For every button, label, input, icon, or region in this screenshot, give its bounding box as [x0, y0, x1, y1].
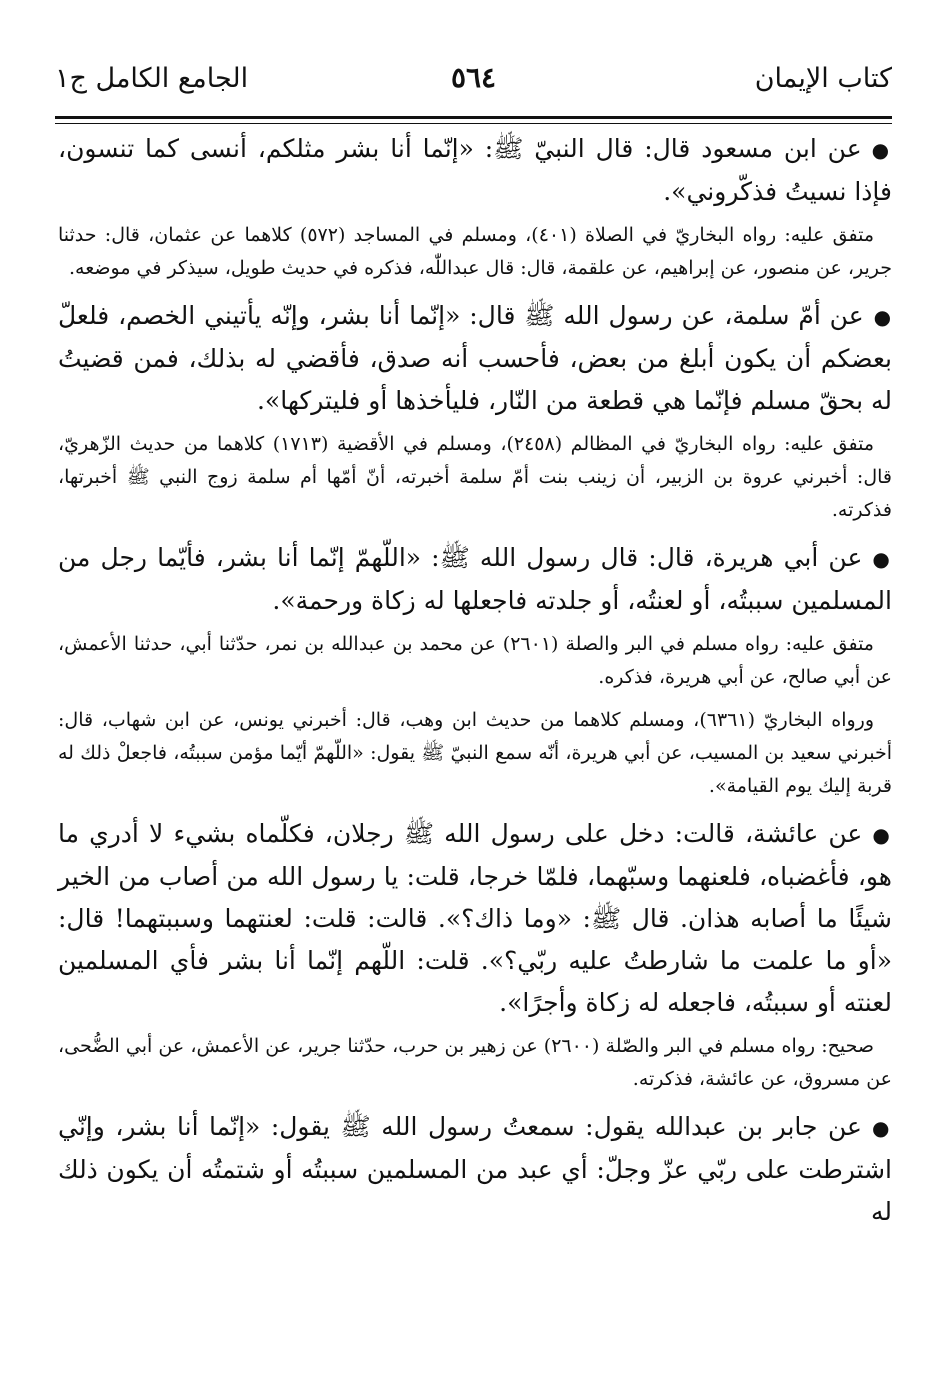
- header-rule-thick: [55, 116, 892, 119]
- page-header: [55, 55, 892, 115]
- takhrij-note: متفق عليه: رواه مسلم في البر والصلة (٢٦٠١) عن محمد بن عبدالله بن نمر، حدّثنا أبي، حدثنا الأعمش، عن أبي صالح، عن أبي هريرة، فذكره.: [58, 633, 892, 688]
- hadith-paragraph: [58, 1106, 892, 1233]
- bullet-icon: ●: [871, 1116, 893, 1140]
- takhrij-note: متفق عليه: رواه البخاريّ في الصلاة (٤٠١)، ومسلم في المساجد (٥٧٢) كلاهما عن عثمان، قال: حدثنا جرير، عن منصور، عن إبراهيم، عن علقمة، قال: قال عبداللّٰه، فذكره في حديث طويل، سيذكر في موضعه.: [58, 224, 892, 279]
- page-body: [58, 128, 892, 1239]
- hadith-text: عن ابن مسعود قال: قال النبيّ ﷺ: «إنّما أنا بشر مثلكم، أنسى كما تنسون، فإذا نسيتُ فذكّروني».: [58, 134, 892, 206]
- bullet-icon: ●: [871, 138, 892, 162]
- hadith-paragraph: [58, 128, 892, 213]
- bullet-icon: ●: [873, 305, 892, 329]
- hadith-paragraph: [58, 813, 892, 1024]
- hadith-text: عن أمّ سلمة، عن رسول الله ﷺ قال: «إنّما أنا بشر، وإنّه يأتيني الخصم، فلعلّ بعضكم أن يكون أبلغ من بعض، فأحسب أنه صدق، فأقضي له بذلك، فمن قضيتُ له بحقّ مسلم فإنّما هي قطعة من النّار، فليأخذها أو فليتركها».: [58, 301, 892, 415]
- hadith-text: عن عائشة، قالت: دخل على رسول الله ﷺ رجلان، فكلّماه بشيء لا أدري ما هو، فأغضباه، فلعنهما وسبّهما، فلمّا خرجا، قلت: يا رسول الله من أصاب من الخير شيئًا ما أصابه هذان. قال ﷺ: «وما ذاك؟». قالت: قلت: لعنتهما وسببتهما! قال: «أو ما علمت ما شارطتُ عليه ربّي؟». قلت: اللّهم إنّما أنا بشر فأي المسلمين لعنته أو سببتُه، فاجعله له زكاة وأجرًا».: [58, 819, 892, 1017]
- book-title: الجامع الكامل ج١: [55, 63, 249, 94]
- hadith-paragraph: [58, 537, 892, 622]
- bullet-icon: ●: [872, 823, 892, 847]
- book-section-title: كتاب الإيمان: [754, 63, 892, 94]
- takhrij-note: صحيح: رواه مسلم في البر والصّلة (٢٦٠٠) عن زهير بن حرب، حدّثنا جرير، عن الأعمش، عن أبي الضُّحى، عن مسروق، عن عائشة، فذكرته.: [58, 1035, 892, 1090]
- hadith-text: عن جابر بن عبدالله يقول: سمعتُ رسول الله ﷺ يقول: «إنّما أنا بشر، وإنّي اشترطت على ربّي عزّ وجلّ: أي عبد من المسلمين سببتُه أو شتمتُه أن يكون ذلك له: [58, 1112, 892, 1226]
- header-rule-thin: [55, 123, 892, 124]
- hadith-text: عن أبي هريرة، قال: قال رسول الله ﷺ: «اللّهمّ إنّما أنا بشر، فأيّما رجل من المسلمين سببتُه، أو لعنتُه، أو جلدته فاجعلها له زكاة ورحمة».: [58, 543, 892, 615]
- takhrij-note: ورواه البخاريّ (٦٣٦١)، ومسلم كلاهما من حديث ابن وهب، قال: أخبرني يونس، عن ابن شهاب، قال: أخبرني سعيد بن المسيب، عن أبي هريرة، أنّه سمع النبيّ ﷺ يقول: «اللّهمّ أيّما مؤمن سببتُه، فاجعلْ ذلك له قربة إليك يوم القيامة».: [58, 709, 892, 797]
- bullet-icon: ●: [872, 547, 892, 571]
- hadith-paragraph: [58, 295, 892, 422]
- takhrij-note: متفق عليه: رواه البخاريّ في المظالم (٢٤٥٨)، ومسلم في الأقضية (١٧١٣) كلاهما من حديث الزّهريّ، قال: أخبرني عروة بن الزبير، أن زينب بنت أمّ سلمة أخبرته، أنّ أمّها أم سلمة زوج النبي ﷺ أخبرتها، فذكرته.: [58, 433, 892, 521]
- page-number: ٥٦٤: [450, 61, 497, 94]
